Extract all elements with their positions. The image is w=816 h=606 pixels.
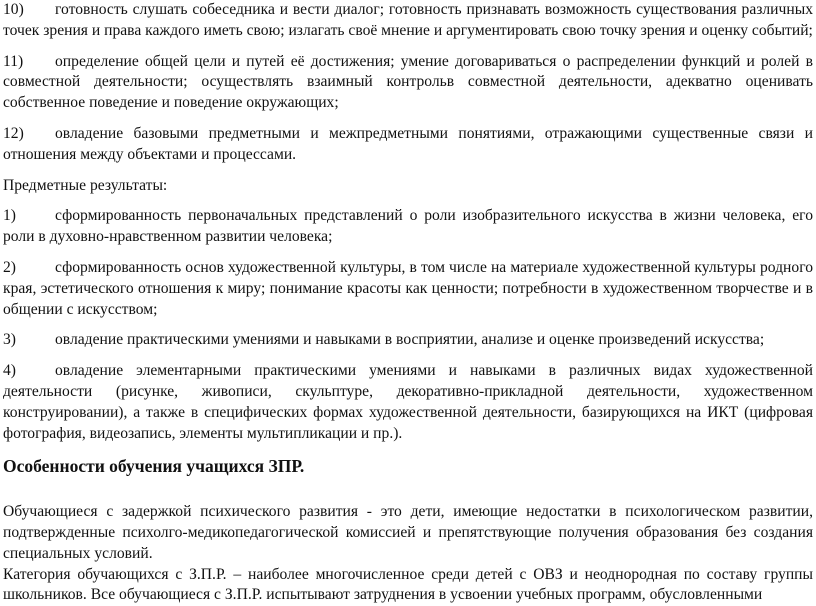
list-item-number: 2) bbox=[3, 258, 16, 276]
list-item-number: 10) bbox=[3, 1, 24, 18]
list-item bbox=[3, 258, 813, 320]
list-item bbox=[3, 124, 813, 166]
document-page bbox=[3, 0, 813, 606]
list-item-number: 11) bbox=[3, 52, 24, 70]
list-item-text: сформированность первоначальных представлений о роли изобразительного искусства в жизни человека, его роли в духовно-нравственном развитии человека; bbox=[3, 207, 813, 246]
list-item-text: овладение элементарными практическими умениями и навыками в различных видах художественной деятельности (рисунке, живописи, скульптуре, декоративно-прикладной деятельности, художественном конструировании), а также в специфических формах художественной деятельности, базирующихся на ИКТ (цифровая фотография, видеозапись, элементы мультипликации и пр.). bbox=[3, 362, 813, 442]
body-paragraph: Категория обучающихся с З.П.Р. – наиболее многочисленное среди детей с ОВЗ и неоднородная по составу группы школьников. Все обучающиеся с З.П.Р. испытывают затруднения в усвоении учебных программ, обусловленными bbox=[3, 565, 813, 604]
list-item bbox=[3, 361, 813, 444]
list-item-text: сформированность основ художественной культуры, в том числе на материале художественной культуры родного края, эстетического отношения к миру; понимание красоты как ценности; потребности в художественном творчестве и в общении с искусством; bbox=[3, 258, 813, 318]
list-item-text: овладение практическими умениями и навыками в восприятии, анализе и оценке произведений искусства; bbox=[55, 331, 765, 349]
list-item-text: овладение базовыми предметными и межпредметными понятиями, отражающими существенные связи и отношения между объектами и процессами. bbox=[3, 124, 813, 163]
list-item bbox=[3, 330, 813, 351]
body-paragraph: Обучающиеся с задержкой психического развития - это дети, имеющие недостатки в психологическом развитии, подтвержденные психолго-медикопедагогической комиссией и препятствующие получения образования без создания специальных условий. bbox=[3, 503, 813, 562]
section-heading: Особенности обучения учащихся ЗПР. bbox=[3, 456, 305, 477]
list-item-text: готовность слушать собеседника и вести диалог; готовность признавать возможность существования различных точек зрения и права каждого иметь свою; излагать своё мнение и аргументировать свою точку зрения и оценку событий; bbox=[3, 1, 813, 39]
list-item-number: 3) bbox=[3, 331, 16, 349]
list-item bbox=[3, 206, 813, 248]
list-item-number: 1) bbox=[3, 207, 16, 225]
list-item-number: 4) bbox=[3, 362, 16, 380]
list-item-text: определение общей цели и путей её достижения; умение договариваться о распределении функций и ролей в совместной деятельности; осуществлять взаимный контрольв совместной деятельности, адекватно оценивать собственное поведение и поведение окружающих; bbox=[3, 52, 813, 112]
list-item bbox=[3, 52, 813, 114]
list-item bbox=[3, 0, 813, 42]
list-item-number: 12) bbox=[3, 124, 24, 142]
subject-results-label: Предметные результаты: bbox=[3, 176, 168, 194]
